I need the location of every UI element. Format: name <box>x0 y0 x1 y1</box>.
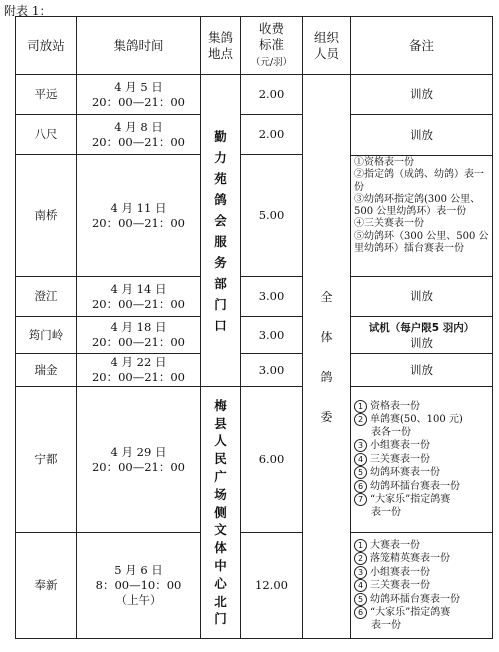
circled-number-icon: 4 <box>354 579 367 592</box>
header-organizer: 组织 人员 <box>303 17 351 75</box>
schedule-table <box>15 16 493 639</box>
fee-cell: 2.00 <box>241 75 303 115</box>
header-station: 司放站 <box>16 17 77 75</box>
header-row <box>16 17 493 75</box>
note-item: 3 小组赛表一份 <box>354 566 490 580</box>
note-item: ①资格表一份 <box>354 157 414 168</box>
note-item: ④三关赛表一份 <box>354 218 424 230</box>
station-cell: 南桥 <box>16 155 77 277</box>
circled-number-icon: 6 <box>354 606 367 619</box>
time-cell: 4 月 11 日 20：00—21：00 <box>77 155 201 277</box>
table-row <box>16 387 493 533</box>
table-row <box>16 75 493 115</box>
note-list <box>351 156 492 256</box>
note-item: 6 幼鸽环擂台赛表一份 <box>354 480 490 494</box>
fee-cell: 3.00 <box>241 354 303 387</box>
note-item: ③幼鸽环指定鸽(300 公里、500 公里幼鸽环）表一份 <box>354 193 481 218</box>
note-item: 7 “大家乐”指定鸽赛 <box>354 493 490 507</box>
note-cell: 训放 <box>351 75 493 115</box>
header-fee: 收费 标准 （元/羽） <box>241 17 303 75</box>
circled-number-icon: 4 <box>354 453 367 466</box>
note-item: ⑤幼鸽环（300 公里、500 公里幼鸽环）擂台赛表一份 <box>354 230 489 255</box>
station-cell: 澄江 <box>16 277 77 317</box>
note-text: 训放 <box>351 115 492 156</box>
note-item: 1 资格表一份 <box>354 400 490 414</box>
table-row <box>16 277 493 317</box>
time-cell: 5 月 6 日 8：00—10：00 （上午） <box>77 533 201 639</box>
note-item: 表各一份 <box>371 426 411 438</box>
table-row <box>16 115 493 155</box>
time-cell: 4 月 18 日 20：00—21：00 <box>77 317 201 354</box>
note-cell-merged <box>351 115 493 277</box>
note-item: 2 落笼精英赛表一份 <box>354 552 490 566</box>
note-list <box>351 387 493 533</box>
note-item: 6 “大家乐”指定鸽赛 <box>354 606 490 620</box>
circled-number-icon: 1 <box>354 539 367 552</box>
circled-number-icon: 2 <box>354 552 367 565</box>
table-row <box>16 354 493 387</box>
note-item: 1 大赛表一份 <box>354 539 490 553</box>
station-cell: 平远 <box>16 75 77 115</box>
fee-cell: 2.00 <box>241 115 303 155</box>
time-cell: 4 月 5 日 20：00—21：00 <box>77 75 201 115</box>
table-row <box>16 533 493 639</box>
note-item: 3 小组赛表一份 <box>354 439 490 453</box>
circled-number-icon: 1 <box>354 400 367 413</box>
organizer-cell: 全 体 鸽 委 <box>303 75 351 639</box>
time-cell: 4 月 8 日 20：00—21：00 <box>77 115 201 155</box>
circled-number-icon: 2 <box>354 413 367 426</box>
circled-number-icon: 5 <box>354 593 367 606</box>
fee-cell: 3.00 <box>241 317 303 354</box>
header-time: 集鸽时间 <box>77 17 201 75</box>
circled-number-icon: 5 <box>354 466 367 479</box>
header-location: 集鸽 地点 <box>201 17 241 75</box>
circled-number-icon: 3 <box>354 439 367 452</box>
note-item: ②指定鸽（成鸽、幼鸽）表一份 <box>354 169 484 193</box>
note-cell: 训放 <box>351 354 493 387</box>
fee-cell: 3.00 <box>241 277 303 317</box>
note-item: 表一份 <box>371 619 401 631</box>
note-item: 表一份 <box>371 506 401 518</box>
circled-number-icon: 7 <box>354 493 367 506</box>
header-notes: 备注 <box>351 17 493 75</box>
note-cell: 训放 <box>351 277 493 317</box>
table-row <box>16 317 493 354</box>
circled-number-icon: 3 <box>354 566 367 579</box>
circled-number-icon: 6 <box>354 480 367 493</box>
table-caption: 附表 1： <box>4 4 52 18</box>
location-cell-2: 梅 县 人 民 广 场 侧 文 体 中 心 北 门 <box>201 387 241 639</box>
station-cell: 八尺 <box>16 115 77 155</box>
note-cell: 试机（每户限5 羽内） 训放 <box>351 317 493 354</box>
note-item: 4 三关赛表一份 <box>354 579 490 593</box>
time-cell: 4 月 22 日 20：00—21：00 <box>77 354 201 387</box>
fee-cell: 5.00 <box>241 155 303 277</box>
fee-cell: 12.00 <box>241 533 303 639</box>
note-item: 5 幼鸽环擂台赛表一份 <box>354 593 490 607</box>
station-cell: 宁都 <box>16 387 77 533</box>
note-item: 4 三关赛表一份 <box>354 453 490 467</box>
station-cell: 瑞金 <box>16 354 77 387</box>
time-cell: 4 月 14 日 20：00—21：00 <box>77 277 201 317</box>
note-item: 2 单鸽赛(50、100 元) <box>354 413 490 427</box>
location-cell-1: 勤 力 苑 鸽 会 服 务 部 门 口 <box>201 75 241 387</box>
station-cell: 筠门岭 <box>16 317 77 354</box>
note-list <box>351 533 493 639</box>
fee-cell: 6.00 <box>241 387 303 533</box>
time-cell: 4 月 29 日 20：00—21：00 <box>77 387 201 533</box>
note-item: 5 幼鸽环赛表一份 <box>354 466 490 480</box>
station-cell: 奉新 <box>16 533 77 639</box>
